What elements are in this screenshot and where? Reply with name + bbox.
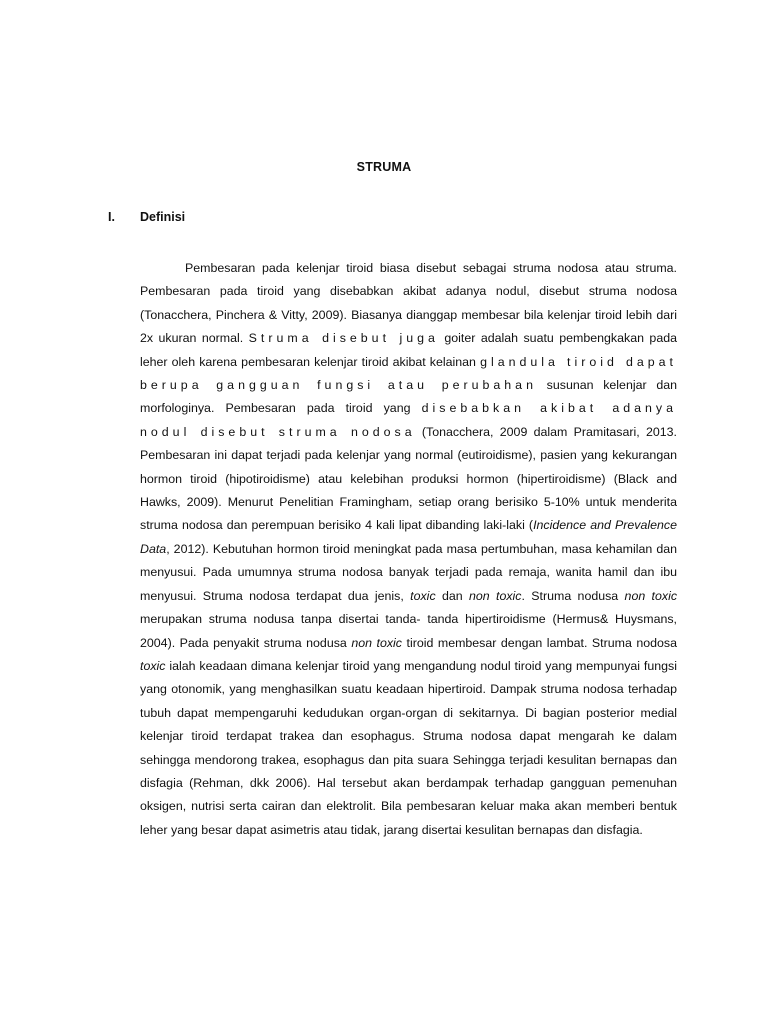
- section-heading: [108, 210, 185, 224]
- paragraph-run: Pembesaran pada kelenjar tiroid biasa disebut sebagai struma nodosa atau struma. Pembesaran pada tiroid yang disebabkan akibat adanya nodul, disebut struma nodosa (Tonacchera, Pinchera & Vitty, 2009). Biasanya dianggap membesar bila kelenjar tiroid lebih dari 2x ukuran normal.: [140, 261, 677, 346]
- paragraph-run: non toxic: [351, 635, 402, 650]
- paragraph-run: (Tonacchera, 2009 dalam Pramitasari, 2013. Pembesaran ini dapat terjadi pada kelenjar yang normal (eutiroidisme), pasien yang kekurangan hormon tiroid (hipotiroidisme) atau kelebihan produksi hormon (hipertiroidisme) (Black and Hawks, 2009). Menurut Penelitian Framingham, setiap orang berisiko 5-10% untuk menderita struma nodosa dan perempuan berisiko 4 kali lipat dibanding laki-laki (: [140, 424, 677, 533]
- paragraph-run: toxic: [140, 658, 166, 673]
- paragraph-run: toxic: [410, 588, 436, 603]
- paragraph-run: Incidence and Prevalence Data: [140, 518, 677, 556]
- body-paragraph: [140, 257, 677, 842]
- paragraph-run: Struma disebut juga: [248, 331, 439, 346]
- paragraph-run: dan: [435, 588, 469, 603]
- paragraph-run: non toxic: [624, 588, 678, 603]
- paragraph-run: glandula tiroid dapat berupa gangguan fungsi atau perubahan: [140, 354, 677, 393]
- paragraph-run: goiter adalah suatu pembengkakan pada leher oleh karena pembesaran kelenjar tiroid akibat kelainan: [140, 331, 677, 369]
- paragraph-run: merupakan struma nodusa tanpa disertai tanda- tanda hipertiroidisme (Hermus& Huysmans, 2004). Pada penyakit struma nodusa: [140, 612, 677, 650]
- paragraph-run: disebabkan akibat adanya nodul disebut struma nodosa: [140, 401, 677, 439]
- paragraph-run: ialah keadaan dimana kelenjar tiroid yang mengandung nodul tiroid yang mempunyai fungsi yang otonomik, yang menghasilkan suatu keadaan hipertiroid. Dampak struma nodosa terhadap tubuh dapat mempengaruhi kedudukan organ-organ di sekitarnya. Di bagian posterior medial kelenjar tiroid terdapat trakea dan esophagus. Struma nodosa dapat mengarah ke dalam sehingga mendorong trakea, esophagus dan pita suara Sehingga terjadi kesulitan bernapas dan disfagia (Rehman, dkk 2006). Hal tersebut akan berdampak terhadap gangguan pemenuhan oksigen, nutrisi serta cairan dan elektrolit. Bila pembesaran keluar maka akan memberi bentuk leher yang besar dapat asimetris atau tidak, jarang disertai kesulitan bernapas dan disfagia.: [140, 658, 677, 837]
- paragraph-run: . Struma nodusa: [521, 588, 625, 603]
- paragraph-run: non toxic: [469, 588, 522, 603]
- paragraph-run: susunan kelenjar dan morfologinya. Pembesaran pada tiroid yang: [140, 378, 677, 416]
- section-number: I.: [108, 210, 115, 224]
- paragraph-run: tiroid membesar dengan lambat. Struma nodosa: [401, 635, 678, 650]
- section-title: Definisi: [140, 210, 186, 224]
- document-title: STRUMA: [356, 160, 412, 174]
- paragraph-run: , 2012). Kebutuhan hormon tiroid meningkat pada masa pertumbuhan, masa kehamilan dan menyusui. Pada umumnya struma nodosa banyak terjadi pada remaja, wanita hamil dan ibu menyusui. Struma nodosa terdapat dua jenis,: [140, 541, 677, 603]
